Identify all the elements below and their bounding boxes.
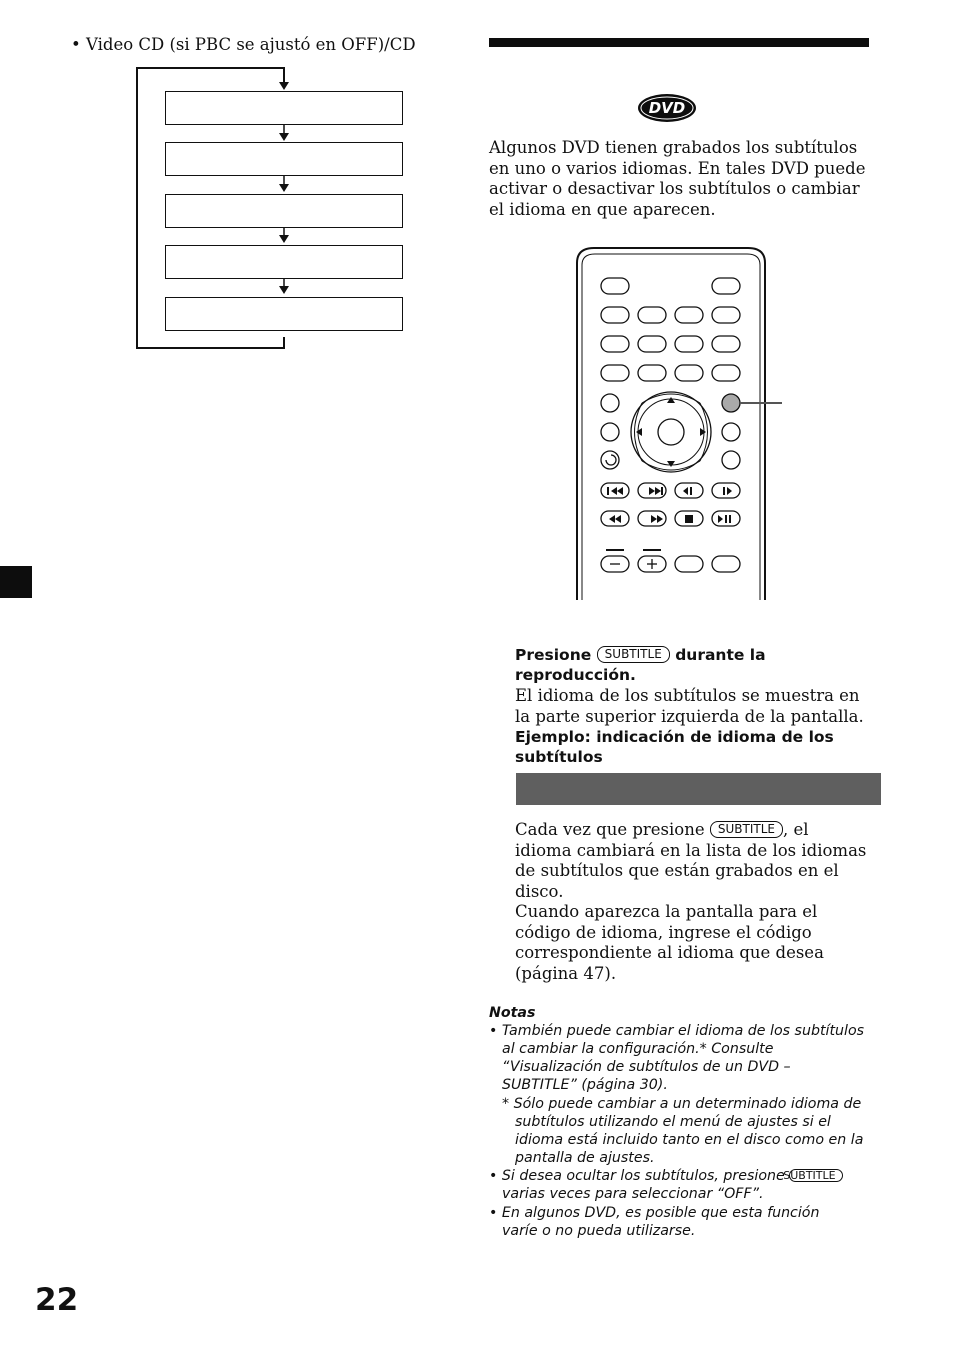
subtitle-key: SUBTITLE [789, 1169, 842, 1182]
page-number: 22 [35, 1282, 79, 1318]
remote-button [712, 278, 740, 294]
note-2-prefix: • Si desea ocultar los subtítulos, presione [489, 1168, 785, 1184]
cuando-paragraph: Cuando aparezca la pantalla para el código de idioma, ingrese el código correspondiente al idioma que desea (página 47). [515, 902, 824, 983]
flow-arrow [279, 82, 289, 90]
step-description: El idioma de los subtítulos se muestra en la parte superior izquierda de la pantalla. [515, 686, 864, 726]
flow-arrow [279, 184, 289, 192]
flow-box-1 [165, 91, 403, 125]
dvd-logo-text: DVD [648, 99, 686, 117]
note-1: • También puede cambiar el idioma de los subtítulos al cambiar la configuración.* Consulte “Visualización de subtítulos de un DVD – SUBTITLE” (página 30). [489, 1023, 865, 1094]
cada-vez-prefix: Cada vez que presione [515, 820, 705, 839]
cada-vez-paragraph [515, 820, 870, 902]
subtitle-button-highlight [722, 394, 740, 412]
side-tab [0, 566, 32, 598]
flow-arrow [279, 133, 289, 141]
note-1-asterisk: * Sólo puede cambiar a un determinado idioma de subtítulos utilizando el menú de ajustes si el idioma está incluido tanto en el disco como en la pantalla de ajustes. [502, 1096, 864, 1167]
step-text-prefix: Presione [515, 646, 592, 664]
example-display-bar [516, 773, 881, 805]
step-text-suffix: durante la reproducción. [515, 646, 766, 685]
note-2 [489, 1167, 869, 1203]
subtitle-key: SUBTITLE [597, 646, 670, 663]
flow-arrow [279, 286, 289, 294]
flow-box-2 [165, 142, 403, 176]
note-3: • En algunos DVD, es posible que esta función varíe o no pueda utilizarse. [489, 1205, 820, 1240]
intro-paragraph: Algunos DVD tienen grabados los subtítulos en uno o varios idiomas. En tales DVD puede activar o desactivar los subtítulos o cambiar el idioma en que aparecen. [489, 138, 866, 219]
note-2-suffix: varias veces para seleccionar “OFF”. [502, 1186, 764, 1203]
flow-box-5 [165, 297, 403, 331]
flow-box-4 [165, 245, 403, 279]
cada-vez-suffix: , el idioma cambiará en la lista de los idiomas de subtítulos que están grabados en el disco. [515, 820, 867, 901]
section-header-bar [489, 38, 869, 47]
flow-arrow [279, 235, 289, 243]
step-instruction [515, 645, 875, 686]
notes-title: Notas [489, 1005, 536, 1021]
remote-control-illustration [570, 245, 790, 600]
remote-button [601, 278, 629, 294]
dvd-logo [636, 91, 698, 125]
bullet-heading: • Video CD (si PBC se ajustó en OFF)/CD [71, 35, 416, 54]
example-label: Ejemplo: indicación de idioma de los subtítulos [515, 728, 834, 767]
subtitle-key: SUBTITLE [710, 821, 783, 838]
flow-box-3 [165, 194, 403, 228]
